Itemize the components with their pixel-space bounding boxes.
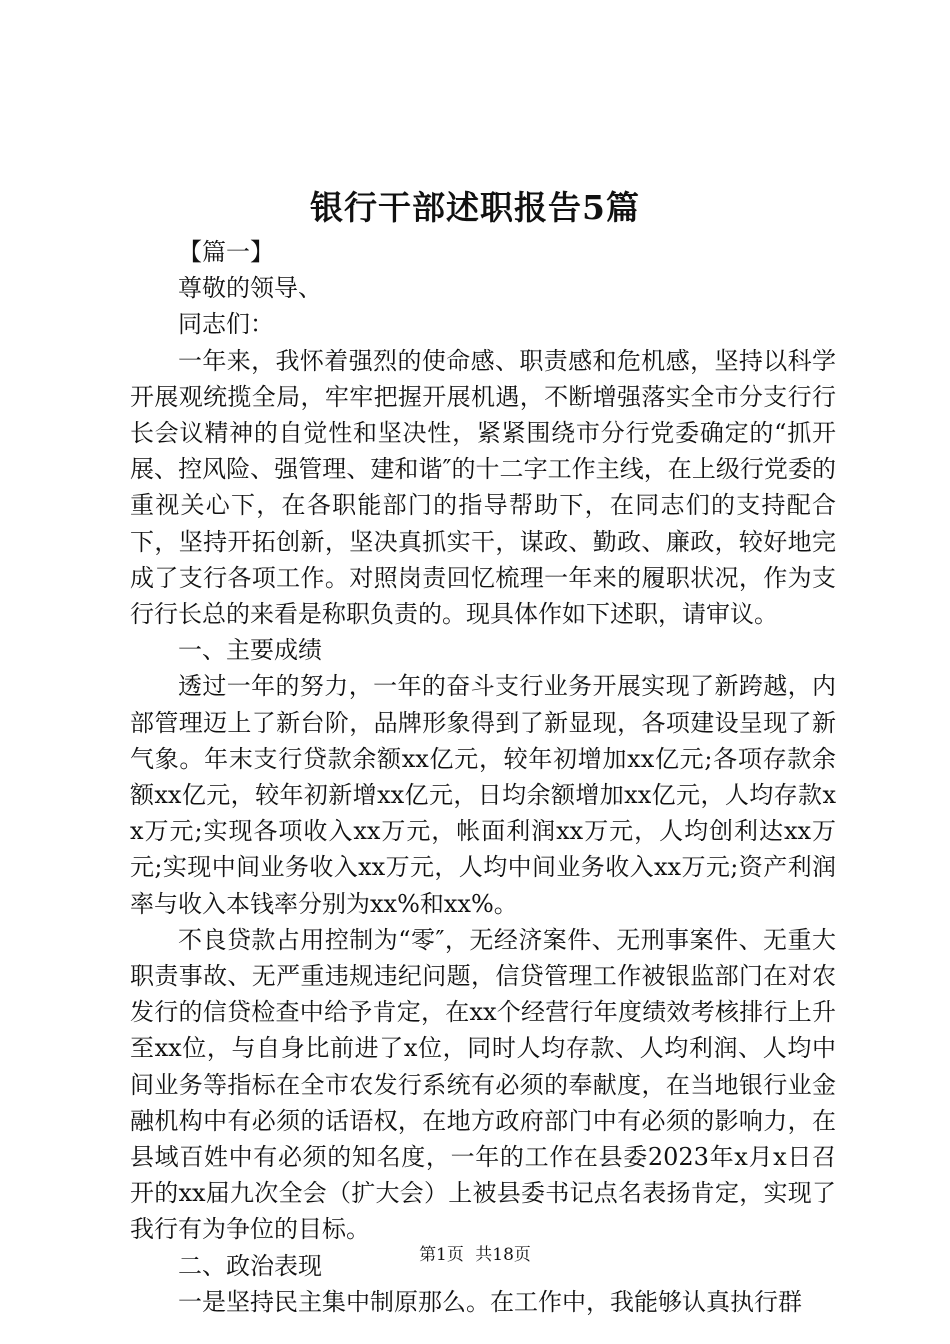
achievements-paragraph-2: 不良贷款占用控制为“零″，无经济案件、无刑事案件、无重大职责事故、无严重违规违纪问题，信贷管理工作被银监部门在对农发行的信贷检查中给予肯定，在xx个经营行年度绩效考核排行上升至xx位，与自身比前进了x位，同时人均存款、人均利润、人均中间业务等指标在全市农发行系统有必须的奉献度，在当地银行业金融机构中有必须的话语权，在地方政府部门中有必须的影响力，在县域百姓中有必须的知名度，一年的工作在县委2023年x月x日召开的xx届九次全会（扩大会）上被县委书记点名表扬肯定，实现了我行有为争位的目标。	[130, 925, 836, 1244]
section-heading-achievements: 一、主要成绩	[178, 636, 322, 665]
section-heading-part-one: 【篇一】	[178, 238, 274, 266]
page-footer	[0, 1240, 950, 1270]
page-number: 第1页	[419, 1245, 464, 1265]
salutation-line-1: 尊敬的领导、	[178, 274, 322, 303]
achievements-paragraph-1: 透过一年的努力，一年的奋斗支行业务开展实现了新跨越，内部管理迈上了新台阶，品牌形象得到了新显现，各项建设呈现了新气象。年末支行贷款余额xx亿元，较年初增加xx亿元;各项存款余额xx亿元，较年初新增xx亿元，日均余额增加xx亿元，人均存款xx万元;实现各项收入xx万元，帐面利润xx万元，人均创利达xx万元;实现中间业务收入xx万元，人均中间业务收入xx万元;资产利润率与收入本钱率分别为xx%和xx%。	[130, 672, 836, 918]
document-body	[130, 234, 836, 1320]
page-total: 共18页	[475, 1245, 531, 1265]
intro-paragraph: 一年来，我怀着强烈的使命感、职责感和危机感，坚持以科学开展观统揽全局，牢牢把握开展机遇，不断增强落实全市分支行行长会议精神的自觉性和坚决性，紧紧围绕市分行党委确定的“抓开展、控风险、强管理、建和谐″的十二字工作主线，在上级行党委的重视关心下，在各职能部门的指导帮助下，在同志们的支持配合下，坚持开拓创新，坚决真抓实干，谋政、勤政、廉政，较好地完成了支行各项工作。对照岗责回忆梳理一年来的履职状况，作为支行行长总的来看是称职负责的。现具体作如下述职，请审议。	[130, 346, 836, 629]
salutation-line-2: 同志们：	[178, 310, 274, 339]
document-title: 银行干部述职报告5篇	[310, 188, 640, 227]
section-heading-political: 二、政治表现	[178, 1251, 322, 1280]
political-paragraph-1: 一是坚持民主集中制原那么。在工作中，我能够认真执行群	[178, 1287, 802, 1316]
